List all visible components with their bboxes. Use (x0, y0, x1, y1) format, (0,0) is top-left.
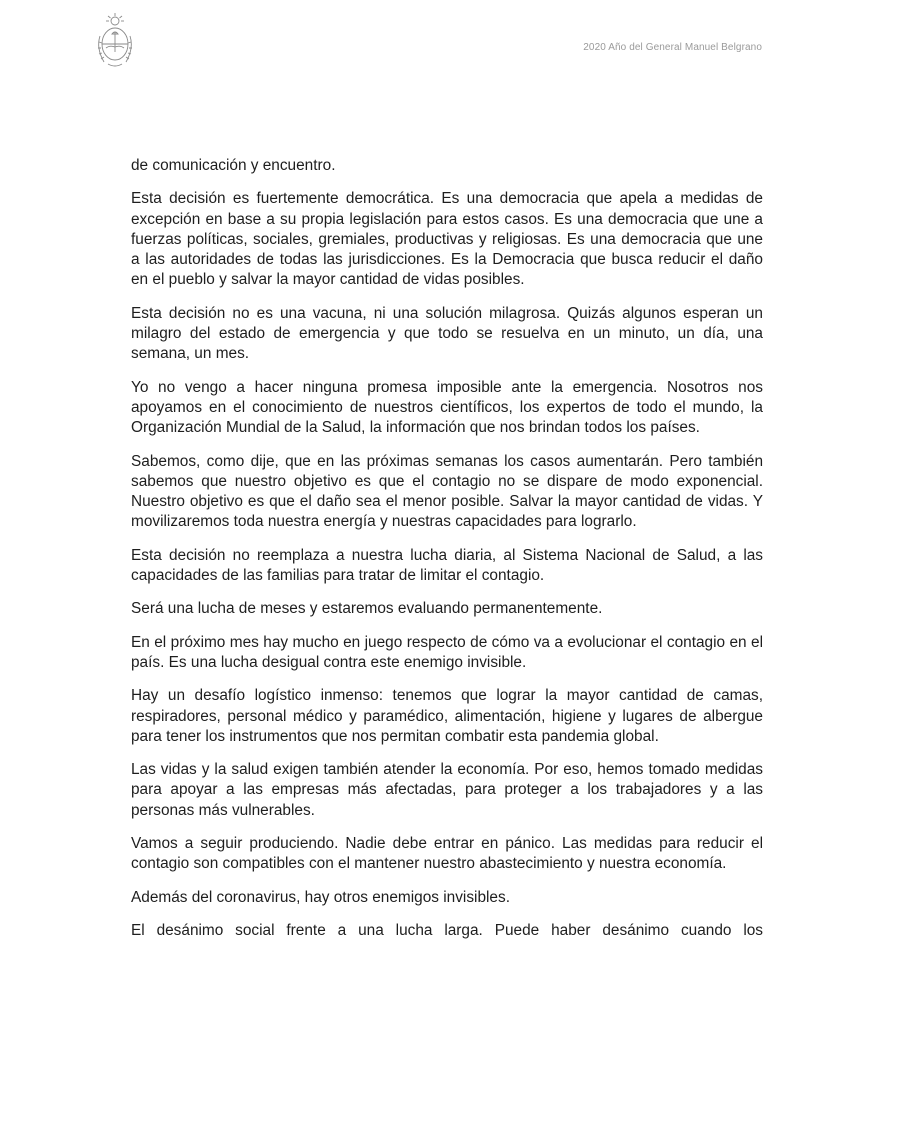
paragraph: Hay un desafío logístico inmenso: tenemos que lograr la mayor cantidad de camas, respiradores, personal médico y paramédico, alimentación, higiene y lugares de albergue para tener los instrumentos que nos permitan combatir esta pandemia global. (131, 687, 763, 745)
paragraph: En el próximo mes hay mucho en juego respecto de cómo va a evolucionar el contagio en el país. Es una lucha desigual contra este enemigo invisible. (131, 633, 763, 671)
paragraph: Esta decisión no reemplaza a nuestra lucha diaria, al Sistema Nacional de Salud, a las capacidades de las familias para tratar de limitar el contagio. (131, 546, 763, 585)
paragraph: Las vidas y la salud exigen también atender la economía. Por eso, hemos tomado medidas para apoyar a las empresas más afectadas, para proteger a los trabajadores y a las personas más vulnerables. (131, 761, 763, 819)
national-seal-icon (94, 12, 136, 70)
paragraph: Además del coronavirus, hay otros enemigos invisibles. (131, 888, 510, 906)
paragraph: Esta decisión es fuertemente democrática. Es una democracia que apela a medidas de excepción en base a su propia legislación para estos casos. Es una democracia que une a fuerzas políticas, sociales, gremiales, productivas y religiosas. Es una democracia que une a las autoridades de todas las jurisdicciones. Es la Democracia que busca reducir el daño en el pueblo y salvar la mayor cantidad de vidas posibles. (131, 190, 763, 289)
paragraph: Esta decisión no es una vacuna, ni una solución milagrosa. Quizás algunos esperan un milagro del estado de emergencia y que todo se resuelva en un minuto, un día, una semana, un mes. (131, 304, 763, 363)
paragraph: Será una lucha de meses y estaremos evaluando permanentemente. (131, 600, 603, 618)
paragraph: El desánimo social frente a una lucha larga. Puede haber desánimo cuando los (131, 921, 763, 939)
document-body (131, 156, 763, 941)
paragraph: Vamos a seguir produciendo. Nadie debe entrar en pánico. Las medidas para reducir el contagio son compatibles con el mantener nuestro abastecimiento y nuestra economía. (131, 835, 763, 873)
paragraph: Yo no vengo a hacer ninguna promesa imposible ante la emergencia. Nosotros nos apoyamos en el conocimiento de nuestros científicos, los expertos de todo el mundo, la Organización Mundial de la Salud, la información que nos brindan todos los países. (131, 378, 763, 437)
year-motto: 2020 Año del General Manuel Belgrano (583, 42, 762, 53)
paragraph: de comunicación y encuentro. (131, 157, 336, 174)
paragraph: Sabemos, como dije, que en las próximas semanas los casos aumentarán. Pero también sabemos que nuestro objetivo es que el contagio no se dispare de modo exponencial. Nuestro objetivo es que el daño sea el menor posible. Salvar la mayor cantidad de vidas. Y movilizaremos toda nuestra energía y nuestras capacidades para lograrlo. (131, 452, 763, 531)
